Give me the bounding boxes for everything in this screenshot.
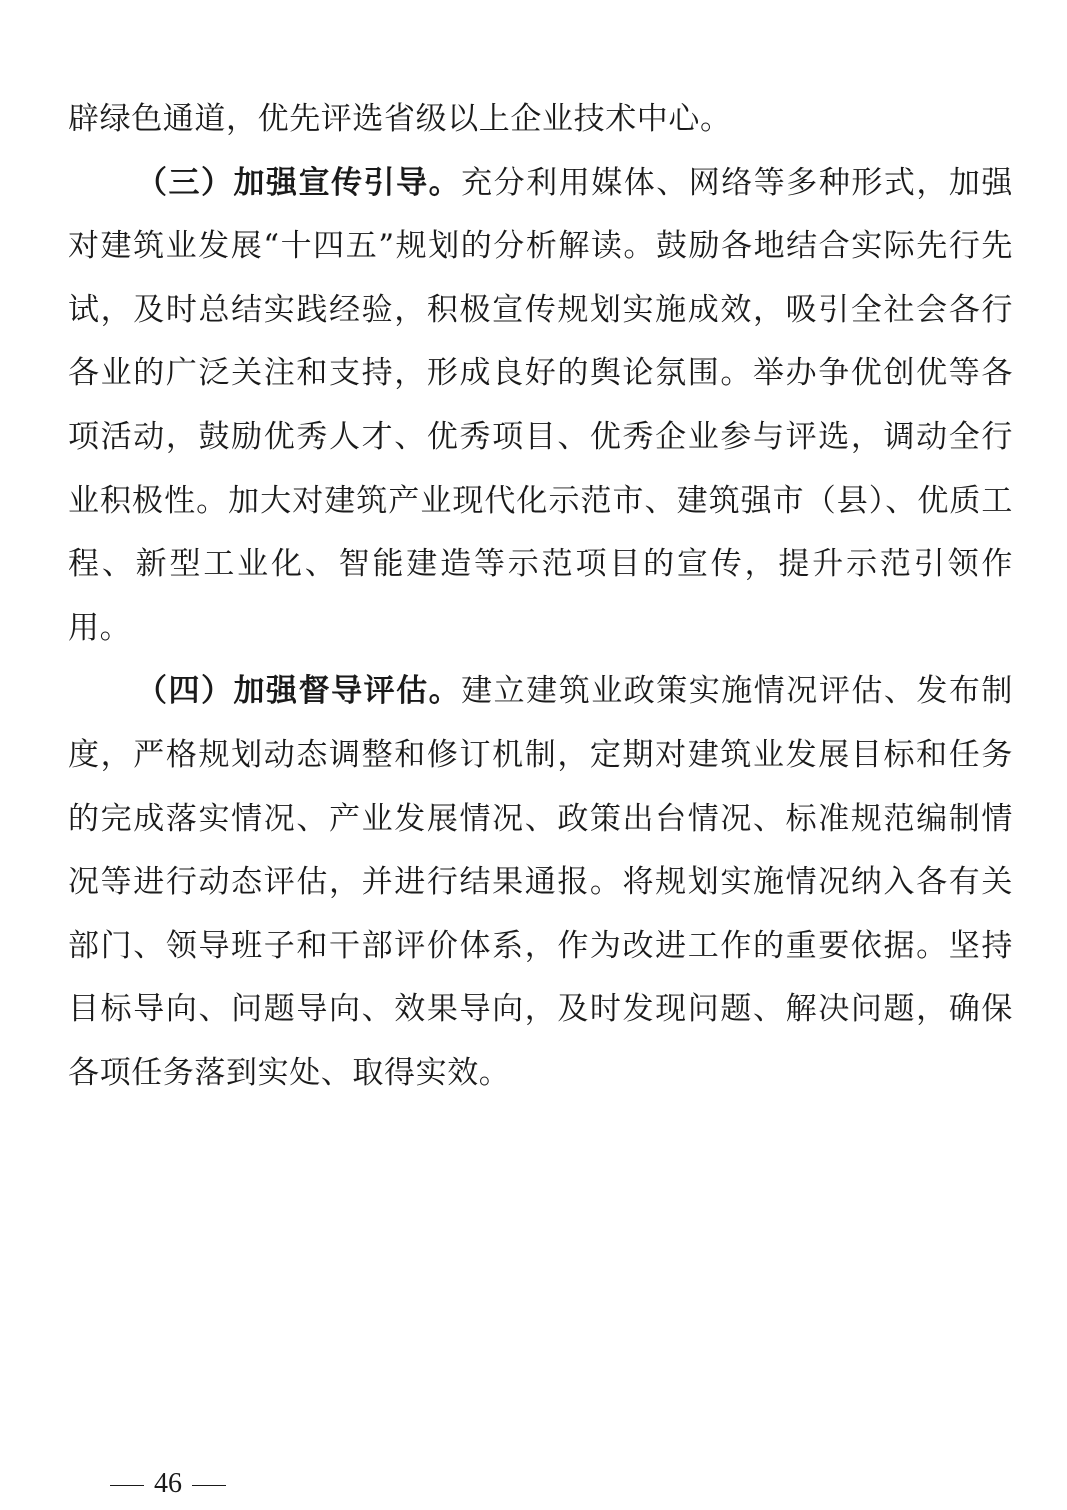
paragraph-supervision <box>68 660 1013 1105</box>
section-heading-supervision: （四）加强督导评估。 <box>136 673 462 710</box>
section-heading-publicity: （三）加强宣传引导。 <box>136 164 462 201</box>
page-number: 46 <box>154 1468 182 1499</box>
paragraph-text: 建立建筑业政策实施情况评估、发布制度，严格规划动态调整和修订机制，定期对建筑业发展目标和任务的完成落实情况、产业发展情况、政策出台情况、标准规范编制情况等进行动态评估，并进行结果通报。将规划实施情况纳入各有关部门、领导班子和干部评价体系，作为改进工作的重要依据。坚持目标导向、问题导向、效果导向，及时发现问题、解决问题，确保各项任务落到实处、取得实效。 <box>68 673 1013 1091</box>
footer-dash-right <box>192 1485 226 1486</box>
document-body <box>68 88 1013 1106</box>
footer-dash-left <box>110 1485 144 1486</box>
paragraph-publicity <box>68 152 1013 661</box>
page-footer <box>100 1464 236 1504</box>
paragraph-text: 辟绿色通道，优先评选省级以上企业技术中心。 <box>68 101 732 137</box>
paragraph-text: 充分利用媒体、网络等多种形式，加强对建筑业发展“十四五”规划的分析解读。鼓励各地结合实际先行先试，及时总结实践经验，积极宣传规划实施成效，吸引全社会各行各业的广泛关注和支持，形成良好的舆论氛围。举办争优创优等各项活动，鼓励优秀人才、优秀项目、优秀企业参与评选，调动全行业积极性。加大对建筑产业现代化示范市、建筑强市（县）、优质工程、新型工业化、智能建造等示范项目的宣传，提升示范引领作用。 <box>68 164 1013 646</box>
paragraph-continuation <box>68 88 1013 152</box>
